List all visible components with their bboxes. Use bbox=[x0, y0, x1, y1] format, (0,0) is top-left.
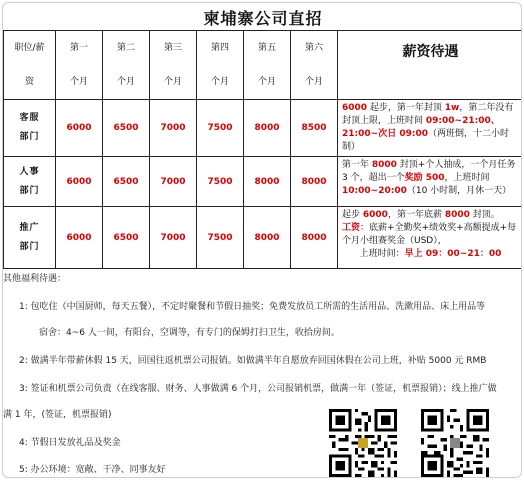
salary-cell: 7500 bbox=[197, 207, 244, 269]
list-item: 3: 签证和机票公司负责（在线客服、财务、人事做满 6 个月，公司报销机票，做满一年（签证，机票报销）；线上推广做 bbox=[19, 384, 497, 394]
table-row-promotion bbox=[4, 207, 523, 269]
salary-cell: 8000 bbox=[244, 100, 291, 157]
welfare-heading: 其他福利待遇： bbox=[3, 274, 67, 284]
salary-cell: 6000 bbox=[56, 207, 103, 269]
header-month-6: 第六 个月 bbox=[291, 31, 338, 100]
salary-cell: 8000 bbox=[244, 207, 291, 269]
salary-cell: 7500 bbox=[197, 100, 244, 157]
header-benefits: 薪资待遇 bbox=[338, 31, 523, 100]
header-month-1: 第一 个月 bbox=[56, 31, 103, 100]
salary-cell: 7000 bbox=[150, 207, 197, 269]
header-month-2: 第二 个月 bbox=[103, 31, 150, 100]
page-title: 柬埔寨公司直招 bbox=[203, 9, 323, 28]
list-item: 2: 做满半年带薪休假 15 天，回国往返机票公司报销。如做满半年自愿放弃回国休假在公司上班，补贴 5000 元 RMB bbox=[19, 356, 487, 366]
list-item: 4: 节假日发放礼品及奖金 bbox=[19, 438, 121, 448]
salary-table bbox=[3, 30, 522, 269]
qr-code-icon-right bbox=[421, 409, 489, 477]
list-item: 宿舍：4~6 人一间，有阳台，空调等，有专门的保姆打扫卫生，收拾房间。 bbox=[39, 328, 340, 338]
header-month-4: 第四 个月 bbox=[197, 31, 244, 100]
recruitment-poster bbox=[2, 2, 522, 478]
table-row-customer-service bbox=[4, 100, 523, 157]
salary-cell: 8000 bbox=[244, 157, 291, 207]
salary-cell: 8500 bbox=[291, 100, 338, 157]
qr-code-icon-left bbox=[329, 409, 397, 477]
benefits-desc: 第一年 8000 封顶+个人抽成，一个月任务 3 个，超出一个奖励 500，上班时间 10:00~20:00（10 小时制，月休一天） bbox=[338, 157, 523, 207]
salary-cell: 8000 bbox=[291, 157, 338, 207]
salary-cell: 6500 bbox=[103, 157, 150, 207]
table-header-row bbox=[4, 31, 523, 100]
header-position: 职位/薪 资 bbox=[4, 31, 56, 100]
header-month-5: 第五 个月 bbox=[244, 31, 291, 100]
salary-cell: 8000 bbox=[291, 207, 338, 269]
salary-cell: 6000 bbox=[56, 100, 103, 157]
benefits-desc: 起步 6000，第一年底薪 8000 封顶。 工资：底薪+全勤奖+绩效奖+高额提成+每个月小组赛奖金（USD）， 上班时间：早上 09：00~21：00 bbox=[338, 207, 523, 269]
table-row-hr bbox=[4, 157, 523, 207]
salary-cell: 6000 bbox=[56, 157, 103, 207]
salary-cell: 7000 bbox=[150, 100, 197, 157]
salary-cell: 6500 bbox=[103, 207, 150, 269]
salary-cell: 6500 bbox=[103, 100, 150, 157]
salary-cell: 7000 bbox=[150, 157, 197, 207]
list-item: 5: 办公环境：宽敞、干净、同事友好 bbox=[19, 465, 166, 475]
list-item: 满 1 年，(签证，机票报销) bbox=[3, 410, 112, 420]
salary-cell: 7500 bbox=[197, 157, 244, 207]
benefits-desc: 6000 起步，第一年封顶 1w，第二年没有封顶上限，上班时间 09:00~21:00、21:00~次日 09:00（两班倒，十二小时制） bbox=[338, 100, 523, 157]
list-item: 1: 包吃住（中国厨师，每天五餐），不定时聚餐和节假日抽奖；免费发放员工所需的生活用品、洗漱用品、床上用品等 bbox=[19, 302, 486, 312]
position-cell: 客服 部门 bbox=[4, 100, 56, 157]
position-cell: 人事 部门 bbox=[4, 157, 56, 207]
position-cell: 推广 部门 bbox=[4, 207, 56, 269]
header-month-3: 第三 个月 bbox=[150, 31, 197, 100]
